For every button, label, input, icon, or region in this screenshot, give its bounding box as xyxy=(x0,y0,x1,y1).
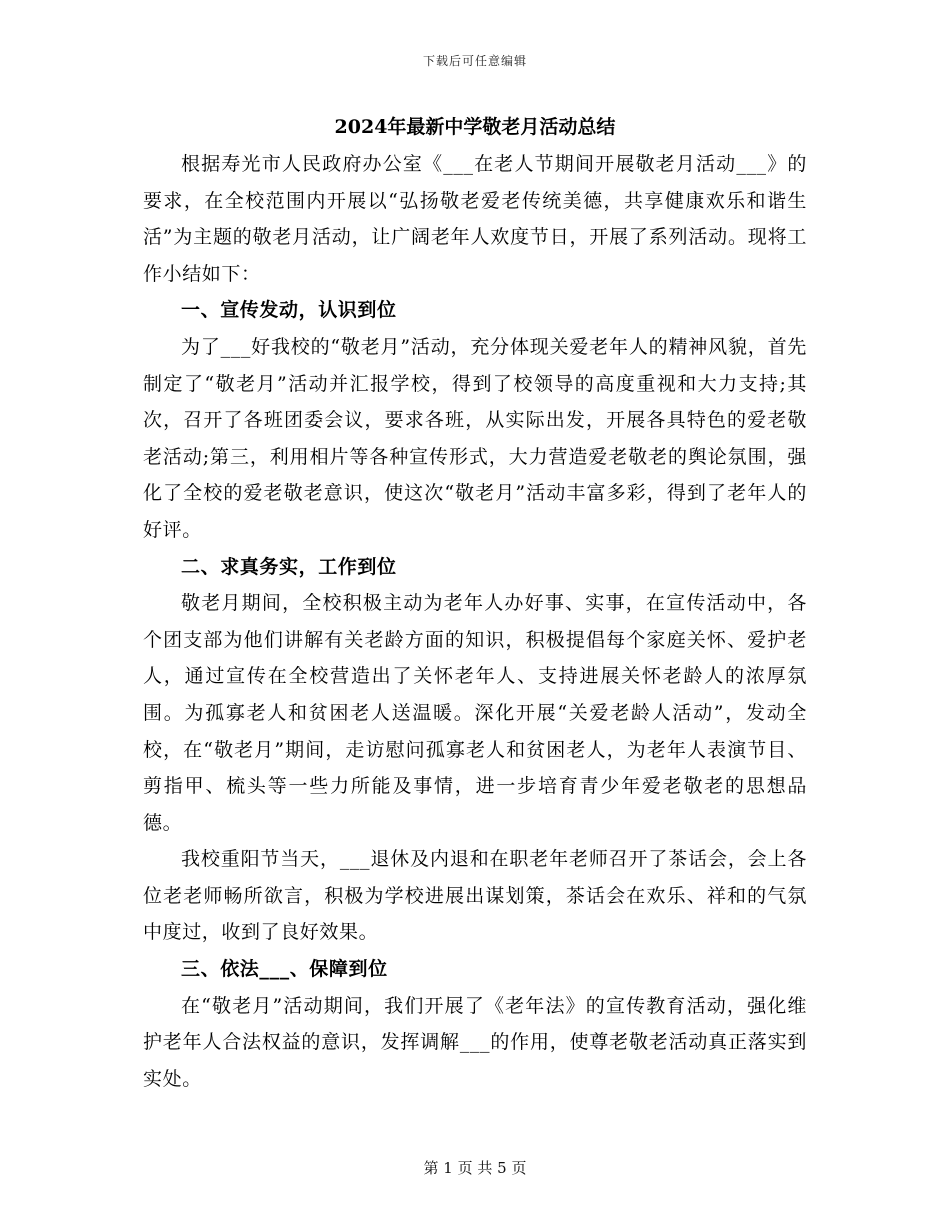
section-1-paragraph: 为了___好我校的“敬老月”活动，充分体现关爱老年人的精神风貌，首先制定了“敬老月”活动并汇报学校，得到了校领导的高度重视和大力支持;其次，召开了各班团委会议，要求各班，从实际出发，开展各具特色的爱老敬老活动;第三，利用相片等各种宣传形式，大力营造爱老敬老的舆论氛围，强化了全校的爱老敬老意识，使这次“敬老月”活动丰富多彩，得到了老年人的好评。 xyxy=(143,335,807,541)
section-3-heading: 三、依法___、保障到位 xyxy=(181,958,388,981)
page-number: 第 1 页 共 5 页 xyxy=(423,1159,527,1177)
section-2-paragraph-2: 我校重阳节当天，___退休及内退和在职老年老师召开了茶话会，会上各位老老师畅所欲言，积极为学校进展出谋划策，茶话会在欢乐、祥和的气氛中度过，收到了良好效果。 xyxy=(143,848,807,944)
intro-paragraph: 根据寿光市人民政府办公室《___在老人节期间开展敬老月活动___》的要求，在全校范围内开展以“弘扬敬老爱老传统美德，共享健康欢乐和谐生活”为主题的敬老月活动，让广阔老年人欢度节日，开展了系列活动。现将工作小结如下： xyxy=(143,153,807,285)
section-3-paragraph: 在“敬老月”活动期间，我们开展了《老年法》的宣传教育活动，强化维护老年人合法权益的意识，发挥调解___的作用，使尊老敬老活动真正落实到实处。 xyxy=(143,994,807,1090)
section-2-paragraph-1: 敬老月期间，全校积极主动为老年人办好事、实事，在宣传活动中，各个团支部为他们讲解有关老龄方面的知识，积极提倡每个家庭关怀、爱护老人，通过宣传在全校营造出了关怀老年人、支持进展关怀老龄人的浓厚氛围。为孤寡老人和贫困老人送温暖。深化开展“关爱老龄人活动”，发动全校，在“敬老月”期间，走访慰问孤寡老人和贫困老人，为老年人表演节目、剪指甲、梳头等一些力所能及事情，进一步培育青少年爱老敬老的思想品德。 xyxy=(143,592,807,834)
section-1-heading: 一、宣传发动，认识到位 xyxy=(181,299,397,322)
document-title: 2024年最新中学敬老月活动总结 xyxy=(334,116,616,138)
header-note: 下载后可任意编辑 xyxy=(422,54,527,68)
section-2-heading: 二、求真务实，工作到位 xyxy=(181,555,397,578)
document-body xyxy=(143,110,807,1097)
